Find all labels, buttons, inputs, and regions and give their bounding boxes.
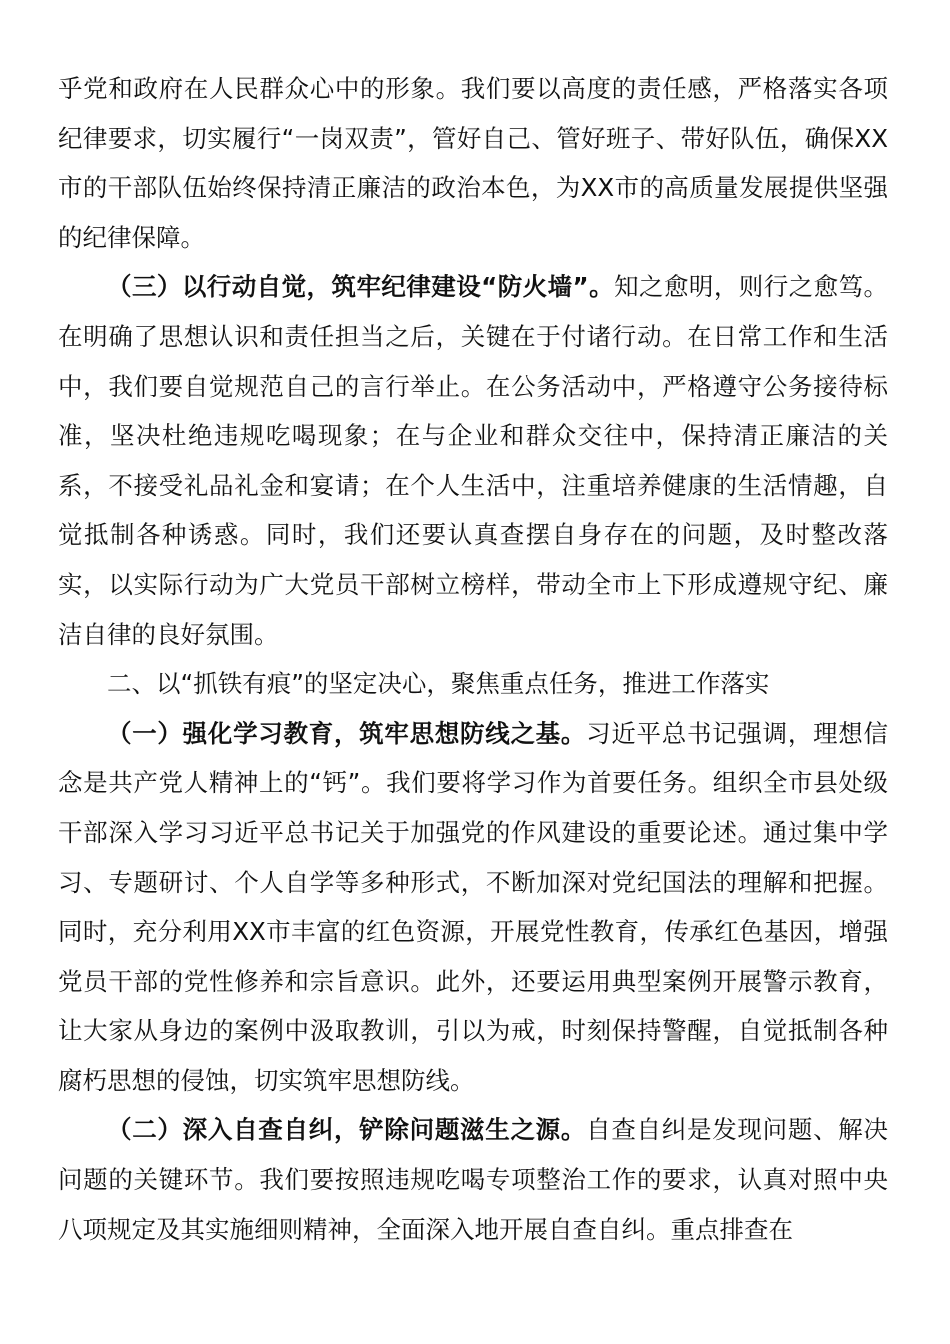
section-heading: （一）强化学习教育，筑牢思想防线之基。: [107, 718, 587, 748]
paragraph-3-part-two-heading: [58, 659, 888, 709]
section-heading: （三）以行动自觉，筑牢纪律建设“防火墙”。: [107, 272, 615, 302]
paragraph-text: 习近平总书记强调，理想信念是共产党人精神上的“钙”。我们要将学习作为首要任务。组织全市县处级干部深入学习习近平总书记关于加强党的作风建设的重要论述。通过集中学习、专题研讨、个人自学等多种形式，不断加深对党纪国法的理解和把握。同时，充分利用XX市丰富的红色资源，开展党性教育，传承红色基因，增强党员干部的党性修养和宗旨意识。此外，还要运用典型案例开展警示教育，让大家从身边的案例中汲取教训，引以为戒，时刻保持警醒，自觉抵制各种腐朽思想的侵蚀，切实筑牢思想防线。: [58, 718, 889, 1095]
paragraph-5-section-two: [58, 1105, 888, 1254]
paragraph-1: [58, 64, 888, 262]
paragraph-text: 自查自纠是发现问题、解决问题的关键环节。我们要按照违规吃喝专项整治工作的要求，认真对照中央八项规定及其实施细则精神，全面深入地开展自查自纠。重点排查在: [58, 1115, 889, 1244]
part-heading: 二、以“抓铁有痕”的坚定决心，聚焦重点任务，推进工作落实: [107, 669, 770, 699]
paragraph-2-section-three: [58, 262, 888, 659]
paragraph-4-section-one: [58, 709, 888, 1106]
document-page: [58, 64, 888, 1254]
section-heading: （二）深入自查自纠，铲除问题滋生之源。: [107, 1115, 587, 1145]
paragraph-text: 乎党和政府在人民群众心中的形象。我们要以高度的责任感，严格落实各项纪律要求，切实履行“一岗双责”，管好自己、管好班子、带好队伍，确保XX市的干部队伍始终保持清正廉洁的政治本色，为XX市的高质量发展提供坚强的纪律保障。: [58, 74, 888, 252]
paragraph-text: 知之愈明，则行之愈笃。在明确了思想认识和责任担当之后，关键在于付诸行动。在日常工作和生活中，我们要自觉规范自己的言行举止。在公务活动中，严格遵守公务接待标准，坚决杜绝违规吃喝现象；在与企业和群众交往中，保持清正廉洁的关系，不接受礼品礼金和宴请；在个人生活中，注重培养健康的生活情趣，自觉抵制各种诱惑。同时，我们还要认真查摆自身存在的问题，及时整改落实，以实际行动为广大党员干部树立榜样，带动全市上下形成遵规守纪、廉洁自律的良好氛围。: [58, 272, 889, 649]
